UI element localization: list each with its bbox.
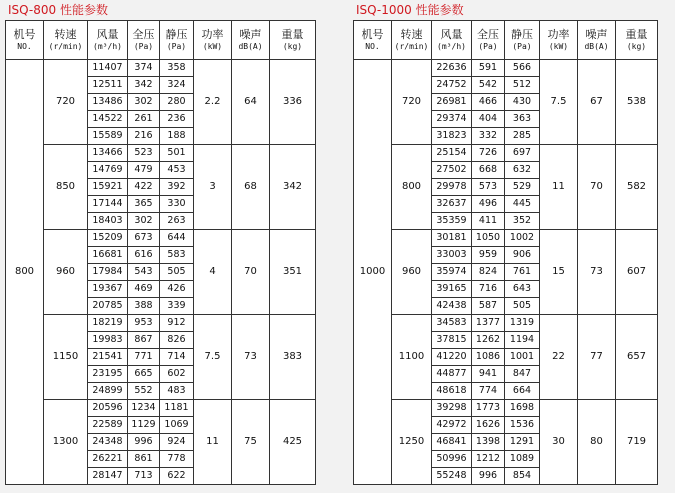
total-pressure-cell: 1773 <box>472 400 505 417</box>
col-speed-header <box>392 21 432 60</box>
static-pressure-cell: 512 <box>505 77 540 94</box>
airflow-cell: 18219 <box>88 315 128 332</box>
static-pressure-cell: 1291 <box>505 434 540 451</box>
header-label: 转速 <box>400 28 423 42</box>
noise-cell: 70 <box>578 145 616 230</box>
airflow-cell: 16681 <box>88 247 128 264</box>
noise-cell: 77 <box>578 315 616 400</box>
power-cell: 7.5 <box>540 60 578 145</box>
header-label: 噪声 <box>585 28 608 42</box>
header-label: 全压 <box>477 28 499 42</box>
airflow-cell: 34583 <box>432 315 472 332</box>
col-static-pressure-header <box>505 21 540 60</box>
total-pressure-cell: 771 <box>128 349 160 366</box>
total-pressure-cell: 469 <box>128 281 160 298</box>
header-label: 静压 <box>511 28 533 42</box>
col-machine-no-header <box>354 21 392 60</box>
airflow-cell: 27502 <box>432 162 472 179</box>
header-unit: (m³/h) <box>93 41 122 51</box>
header-unit: (kg) <box>282 41 303 51</box>
total-pressure-cell: 1212 <box>472 451 505 468</box>
airflow-cell: 13466 <box>88 145 128 162</box>
static-pressure-cell: 761 <box>505 264 540 281</box>
static-pressure-cell: 1089 <box>505 451 540 468</box>
total-pressure-cell: 302 <box>128 94 160 111</box>
airflow-cell: 12511 <box>88 77 128 94</box>
table-row <box>354 230 658 247</box>
total-pressure-cell: 573 <box>472 179 505 196</box>
total-pressure-cell: 959 <box>472 247 505 264</box>
col-airflow-header <box>432 21 472 60</box>
speed-cell: 960 <box>392 230 432 315</box>
total-pressure-cell: 342 <box>128 77 160 94</box>
col-noise-header <box>578 21 616 60</box>
airflow-cell: 19983 <box>88 332 128 349</box>
total-pressure-cell: 496 <box>472 196 505 213</box>
header-unit: NO. <box>17 41 32 51</box>
airflow-cell: 35974 <box>432 264 472 281</box>
header-label: 风量 <box>96 28 119 42</box>
static-pressure-cell: 1319 <box>505 315 540 332</box>
static-pressure-cell: 505 <box>160 264 194 281</box>
power-cell: 7.5 <box>194 315 232 400</box>
noise-cell: 80 <box>578 400 616 485</box>
static-pressure-cell: 363 <box>505 111 540 128</box>
total-pressure-cell: 543 <box>128 264 160 281</box>
airflow-cell: 23195 <box>88 366 128 383</box>
col-speed-header <box>44 21 88 60</box>
weight-cell: 383 <box>270 315 316 400</box>
col-total-pressure-header <box>472 21 505 60</box>
power-cell: 3 <box>194 145 232 230</box>
power-cell: 15 <box>540 230 578 315</box>
header-unit: (kg) <box>626 41 647 51</box>
header-unit: NO. <box>365 41 380 51</box>
static-pressure-cell: 622 <box>160 468 194 485</box>
static-pressure-cell: 426 <box>160 281 194 298</box>
static-pressure-cell: 643 <box>505 281 540 298</box>
airflow-cell: 48618 <box>432 383 472 400</box>
airflow-cell: 13486 <box>88 94 128 111</box>
header-label: 重量 <box>625 28 648 42</box>
performance-table <box>353 20 658 485</box>
static-pressure-cell: 1001 <box>505 349 540 366</box>
static-pressure-cell: 1194 <box>505 332 540 349</box>
total-pressure-cell: 587 <box>472 298 505 315</box>
table-title: ISQ-800 性能参数 <box>8 3 108 17</box>
static-pressure-cell: 583 <box>160 247 194 264</box>
static-pressure-cell: 826 <box>160 332 194 349</box>
static-pressure-cell: 285 <box>505 128 540 145</box>
power-cell: 22 <box>540 315 578 400</box>
airflow-cell: 17984 <box>88 264 128 281</box>
machine-no-cell: 1000 <box>354 60 392 485</box>
total-pressure-cell: 1234 <box>128 400 160 417</box>
airflow-cell: 41220 <box>432 349 472 366</box>
static-pressure-cell: 664 <box>505 383 540 400</box>
header-unit: (m³/h) <box>437 41 466 51</box>
table-row <box>354 60 658 77</box>
power-cell: 2.2 <box>194 60 232 145</box>
header-label: 转速 <box>54 28 77 42</box>
total-pressure-cell: 953 <box>128 315 160 332</box>
weight-cell: 719 <box>616 400 658 485</box>
total-pressure-cell: 726 <box>472 145 505 162</box>
weight-cell: 342 <box>270 145 316 230</box>
header-unit: (Pa) <box>166 41 187 51</box>
noise-cell: 73 <box>232 315 270 400</box>
static-pressure-cell: 392 <box>160 179 194 196</box>
airflow-cell: 15921 <box>88 179 128 196</box>
total-pressure-cell: 591 <box>472 60 505 77</box>
static-pressure-cell: 352 <box>505 213 540 230</box>
total-pressure-cell: 996 <box>128 434 160 451</box>
isq-1000-panel <box>353 0 658 485</box>
header-unit: dB(A) <box>238 41 263 51</box>
airflow-cell: 15589 <box>88 128 128 145</box>
airflow-cell: 20785 <box>88 298 128 315</box>
header-label: 静压 <box>165 28 188 42</box>
total-pressure-cell: 1086 <box>472 349 505 366</box>
static-pressure-cell: 339 <box>160 298 194 315</box>
header-row <box>6 21 316 60</box>
weight-cell: 351 <box>270 230 316 315</box>
airflow-cell: 44877 <box>432 366 472 383</box>
col-total-pressure-header <box>128 21 160 60</box>
performance-table <box>5 20 316 485</box>
total-pressure-cell: 716 <box>472 281 505 298</box>
total-pressure-cell: 422 <box>128 179 160 196</box>
total-pressure-cell: 861 <box>128 451 160 468</box>
table-row <box>354 145 658 162</box>
col-machine-no-header <box>6 21 44 60</box>
airflow-cell: 32637 <box>432 196 472 213</box>
table-title: ISQ-1000 性能参数 <box>356 3 464 17</box>
airflow-cell: 50996 <box>432 451 472 468</box>
total-pressure-cell: 867 <box>128 332 160 349</box>
header-unit: dB(A) <box>584 41 609 51</box>
weight-cell: 582 <box>616 145 658 230</box>
col-weight-header <box>616 21 658 60</box>
static-pressure-cell: 854 <box>505 468 540 485</box>
total-pressure-cell: 374 <box>128 60 160 77</box>
airflow-cell: 30181 <box>432 230 472 247</box>
static-pressure-cell: 501 <box>160 145 194 162</box>
header-unit: (r/min) <box>394 41 429 51</box>
static-pressure-cell: 847 <box>505 366 540 383</box>
noise-cell: 64 <box>232 60 270 145</box>
total-pressure-cell: 713 <box>128 468 160 485</box>
total-pressure-cell: 1398 <box>472 434 505 451</box>
airflow-cell: 24752 <box>432 77 472 94</box>
static-pressure-cell: 453 <box>160 162 194 179</box>
total-pressure-cell: 1050 <box>472 230 505 247</box>
table-row <box>6 145 316 162</box>
static-pressure-cell: 236 <box>160 111 194 128</box>
airflow-cell: 42438 <box>432 298 472 315</box>
static-pressure-cell: 924 <box>160 434 194 451</box>
static-pressure-cell: 263 <box>160 213 194 230</box>
total-pressure-cell: 332 <box>472 128 505 145</box>
weight-cell: 607 <box>616 230 658 315</box>
header-label: 机号 <box>361 28 384 42</box>
header-label: 功率 <box>547 28 570 42</box>
table-row <box>6 60 316 77</box>
total-pressure-cell: 479 <box>128 162 160 179</box>
static-pressure-cell: 697 <box>505 145 540 162</box>
static-pressure-cell: 445 <box>505 196 540 213</box>
total-pressure-cell: 824 <box>472 264 505 281</box>
speed-cell: 1250 <box>392 400 432 485</box>
total-pressure-cell: 1262 <box>472 332 505 349</box>
header-label: 机号 <box>13 28 36 42</box>
total-pressure-cell: 523 <box>128 145 160 162</box>
airflow-cell: 26221 <box>88 451 128 468</box>
table-row <box>6 400 316 417</box>
speed-cell: 960 <box>44 230 88 315</box>
speed-cell: 1150 <box>44 315 88 400</box>
total-pressure-cell: 542 <box>472 77 505 94</box>
static-pressure-cell: 505 <box>505 298 540 315</box>
airflow-cell: 21541 <box>88 349 128 366</box>
static-pressure-cell: 280 <box>160 94 194 111</box>
col-airflow-header <box>88 21 128 60</box>
power-cell: 11 <box>540 145 578 230</box>
speed-cell: 1100 <box>392 315 432 400</box>
static-pressure-cell: 529 <box>505 179 540 196</box>
header-label: 功率 <box>201 28 224 42</box>
col-power-header <box>540 21 578 60</box>
header-label: 风量 <box>440 28 463 42</box>
airflow-cell: 33003 <box>432 247 472 264</box>
header-unit: (Pa) <box>512 41 532 51</box>
total-pressure-cell: 941 <box>472 366 505 383</box>
header-row <box>354 21 658 60</box>
total-pressure-cell: 302 <box>128 213 160 230</box>
static-pressure-cell: 430 <box>505 94 540 111</box>
airflow-cell: 11407 <box>88 60 128 77</box>
airflow-cell: 46841 <box>432 434 472 451</box>
airflow-cell: 25154 <box>432 145 472 162</box>
airflow-cell: 14522 <box>88 111 128 128</box>
header-unit: (Pa) <box>133 41 154 51</box>
header-unit: (kW) <box>548 41 569 51</box>
airflow-cell: 39298 <box>432 400 472 417</box>
header-label: 重量 <box>281 28 304 42</box>
table-row <box>354 315 658 332</box>
weight-cell: 336 <box>270 60 316 145</box>
col-static-pressure-header <box>160 21 194 60</box>
noise-cell: 68 <box>232 145 270 230</box>
airflow-cell: 24899 <box>88 383 128 400</box>
col-noise-header <box>232 21 270 60</box>
airflow-cell: 29374 <box>432 111 472 128</box>
total-pressure-cell: 411 <box>472 213 505 230</box>
airflow-cell: 35359 <box>432 213 472 230</box>
header-unit: (kW) <box>202 41 223 51</box>
airflow-cell: 31823 <box>432 128 472 145</box>
header-unit: (r/min) <box>48 41 83 51</box>
noise-cell: 67 <box>578 60 616 145</box>
airflow-cell: 22589 <box>88 417 128 434</box>
airflow-cell: 14769 <box>88 162 128 179</box>
col-weight-header <box>270 21 316 60</box>
speed-cell: 720 <box>44 60 88 145</box>
total-pressure-cell: 261 <box>128 111 160 128</box>
noise-cell: 70 <box>232 230 270 315</box>
airflow-cell: 24348 <box>88 434 128 451</box>
power-cell: 11 <box>194 400 232 485</box>
total-pressure-cell: 774 <box>472 383 505 400</box>
airflow-cell: 15209 <box>88 230 128 247</box>
static-pressure-cell: 330 <box>160 196 194 213</box>
static-pressure-cell: 1698 <box>505 400 540 417</box>
table-row <box>6 315 316 332</box>
total-pressure-cell: 216 <box>128 128 160 145</box>
total-pressure-cell: 668 <box>472 162 505 179</box>
total-pressure-cell: 1129 <box>128 417 160 434</box>
airflow-cell: 39165 <box>432 281 472 298</box>
static-pressure-cell: 1069 <box>160 417 194 434</box>
static-pressure-cell: 1181 <box>160 400 194 417</box>
static-pressure-cell: 358 <box>160 60 194 77</box>
static-pressure-cell: 1536 <box>505 417 540 434</box>
airflow-cell: 22636 <box>432 60 472 77</box>
power-cell: 4 <box>194 230 232 315</box>
static-pressure-cell: 566 <box>505 60 540 77</box>
speed-cell: 1300 <box>44 400 88 485</box>
total-pressure-cell: 404 <box>472 111 505 128</box>
weight-cell: 538 <box>616 60 658 145</box>
airflow-cell: 55248 <box>432 468 472 485</box>
header-label: 全压 <box>132 28 155 42</box>
static-pressure-cell: 483 <box>160 383 194 400</box>
weight-cell: 425 <box>270 400 316 485</box>
speed-cell: 800 <box>392 145 432 230</box>
total-pressure-cell: 616 <box>128 247 160 264</box>
noise-cell: 73 <box>578 230 616 315</box>
airflow-cell: 19367 <box>88 281 128 298</box>
speed-cell: 720 <box>392 60 432 145</box>
total-pressure-cell: 673 <box>128 230 160 247</box>
airflow-cell: 28147 <box>88 468 128 485</box>
static-pressure-cell: 324 <box>160 77 194 94</box>
machine-no-cell: 800 <box>6 60 44 485</box>
airflow-cell: 37815 <box>432 332 472 349</box>
header-label: 噪声 <box>239 28 262 42</box>
total-pressure-cell: 466 <box>472 94 505 111</box>
static-pressure-cell: 714 <box>160 349 194 366</box>
static-pressure-cell: 1002 <box>505 230 540 247</box>
power-cell: 30 <box>540 400 578 485</box>
total-pressure-cell: 996 <box>472 468 505 485</box>
total-pressure-cell: 365 <box>128 196 160 213</box>
col-power-header <box>194 21 232 60</box>
static-pressure-cell: 906 <box>505 247 540 264</box>
weight-cell: 657 <box>616 315 658 400</box>
total-pressure-cell: 388 <box>128 298 160 315</box>
static-pressure-cell: 778 <box>160 451 194 468</box>
airflow-cell: 17144 <box>88 196 128 213</box>
total-pressure-cell: 1626 <box>472 417 505 434</box>
static-pressure-cell: 188 <box>160 128 194 145</box>
airflow-cell: 29978 <box>432 179 472 196</box>
airflow-cell: 42972 <box>432 417 472 434</box>
total-pressure-cell: 1377 <box>472 315 505 332</box>
speed-cell: 850 <box>44 145 88 230</box>
static-pressure-cell: 602 <box>160 366 194 383</box>
header-unit: (Pa) <box>478 41 498 51</box>
total-pressure-cell: 665 <box>128 366 160 383</box>
airflow-cell: 18403 <box>88 213 128 230</box>
total-pressure-cell: 552 <box>128 383 160 400</box>
static-pressure-cell: 912 <box>160 315 194 332</box>
isq-800-panel <box>5 0 316 485</box>
table-row <box>6 230 316 247</box>
static-pressure-cell: 644 <box>160 230 194 247</box>
table-row <box>354 400 658 417</box>
static-pressure-cell: 632 <box>505 162 540 179</box>
airflow-cell: 26981 <box>432 94 472 111</box>
airflow-cell: 20596 <box>88 400 128 417</box>
noise-cell: 75 <box>232 400 270 485</box>
